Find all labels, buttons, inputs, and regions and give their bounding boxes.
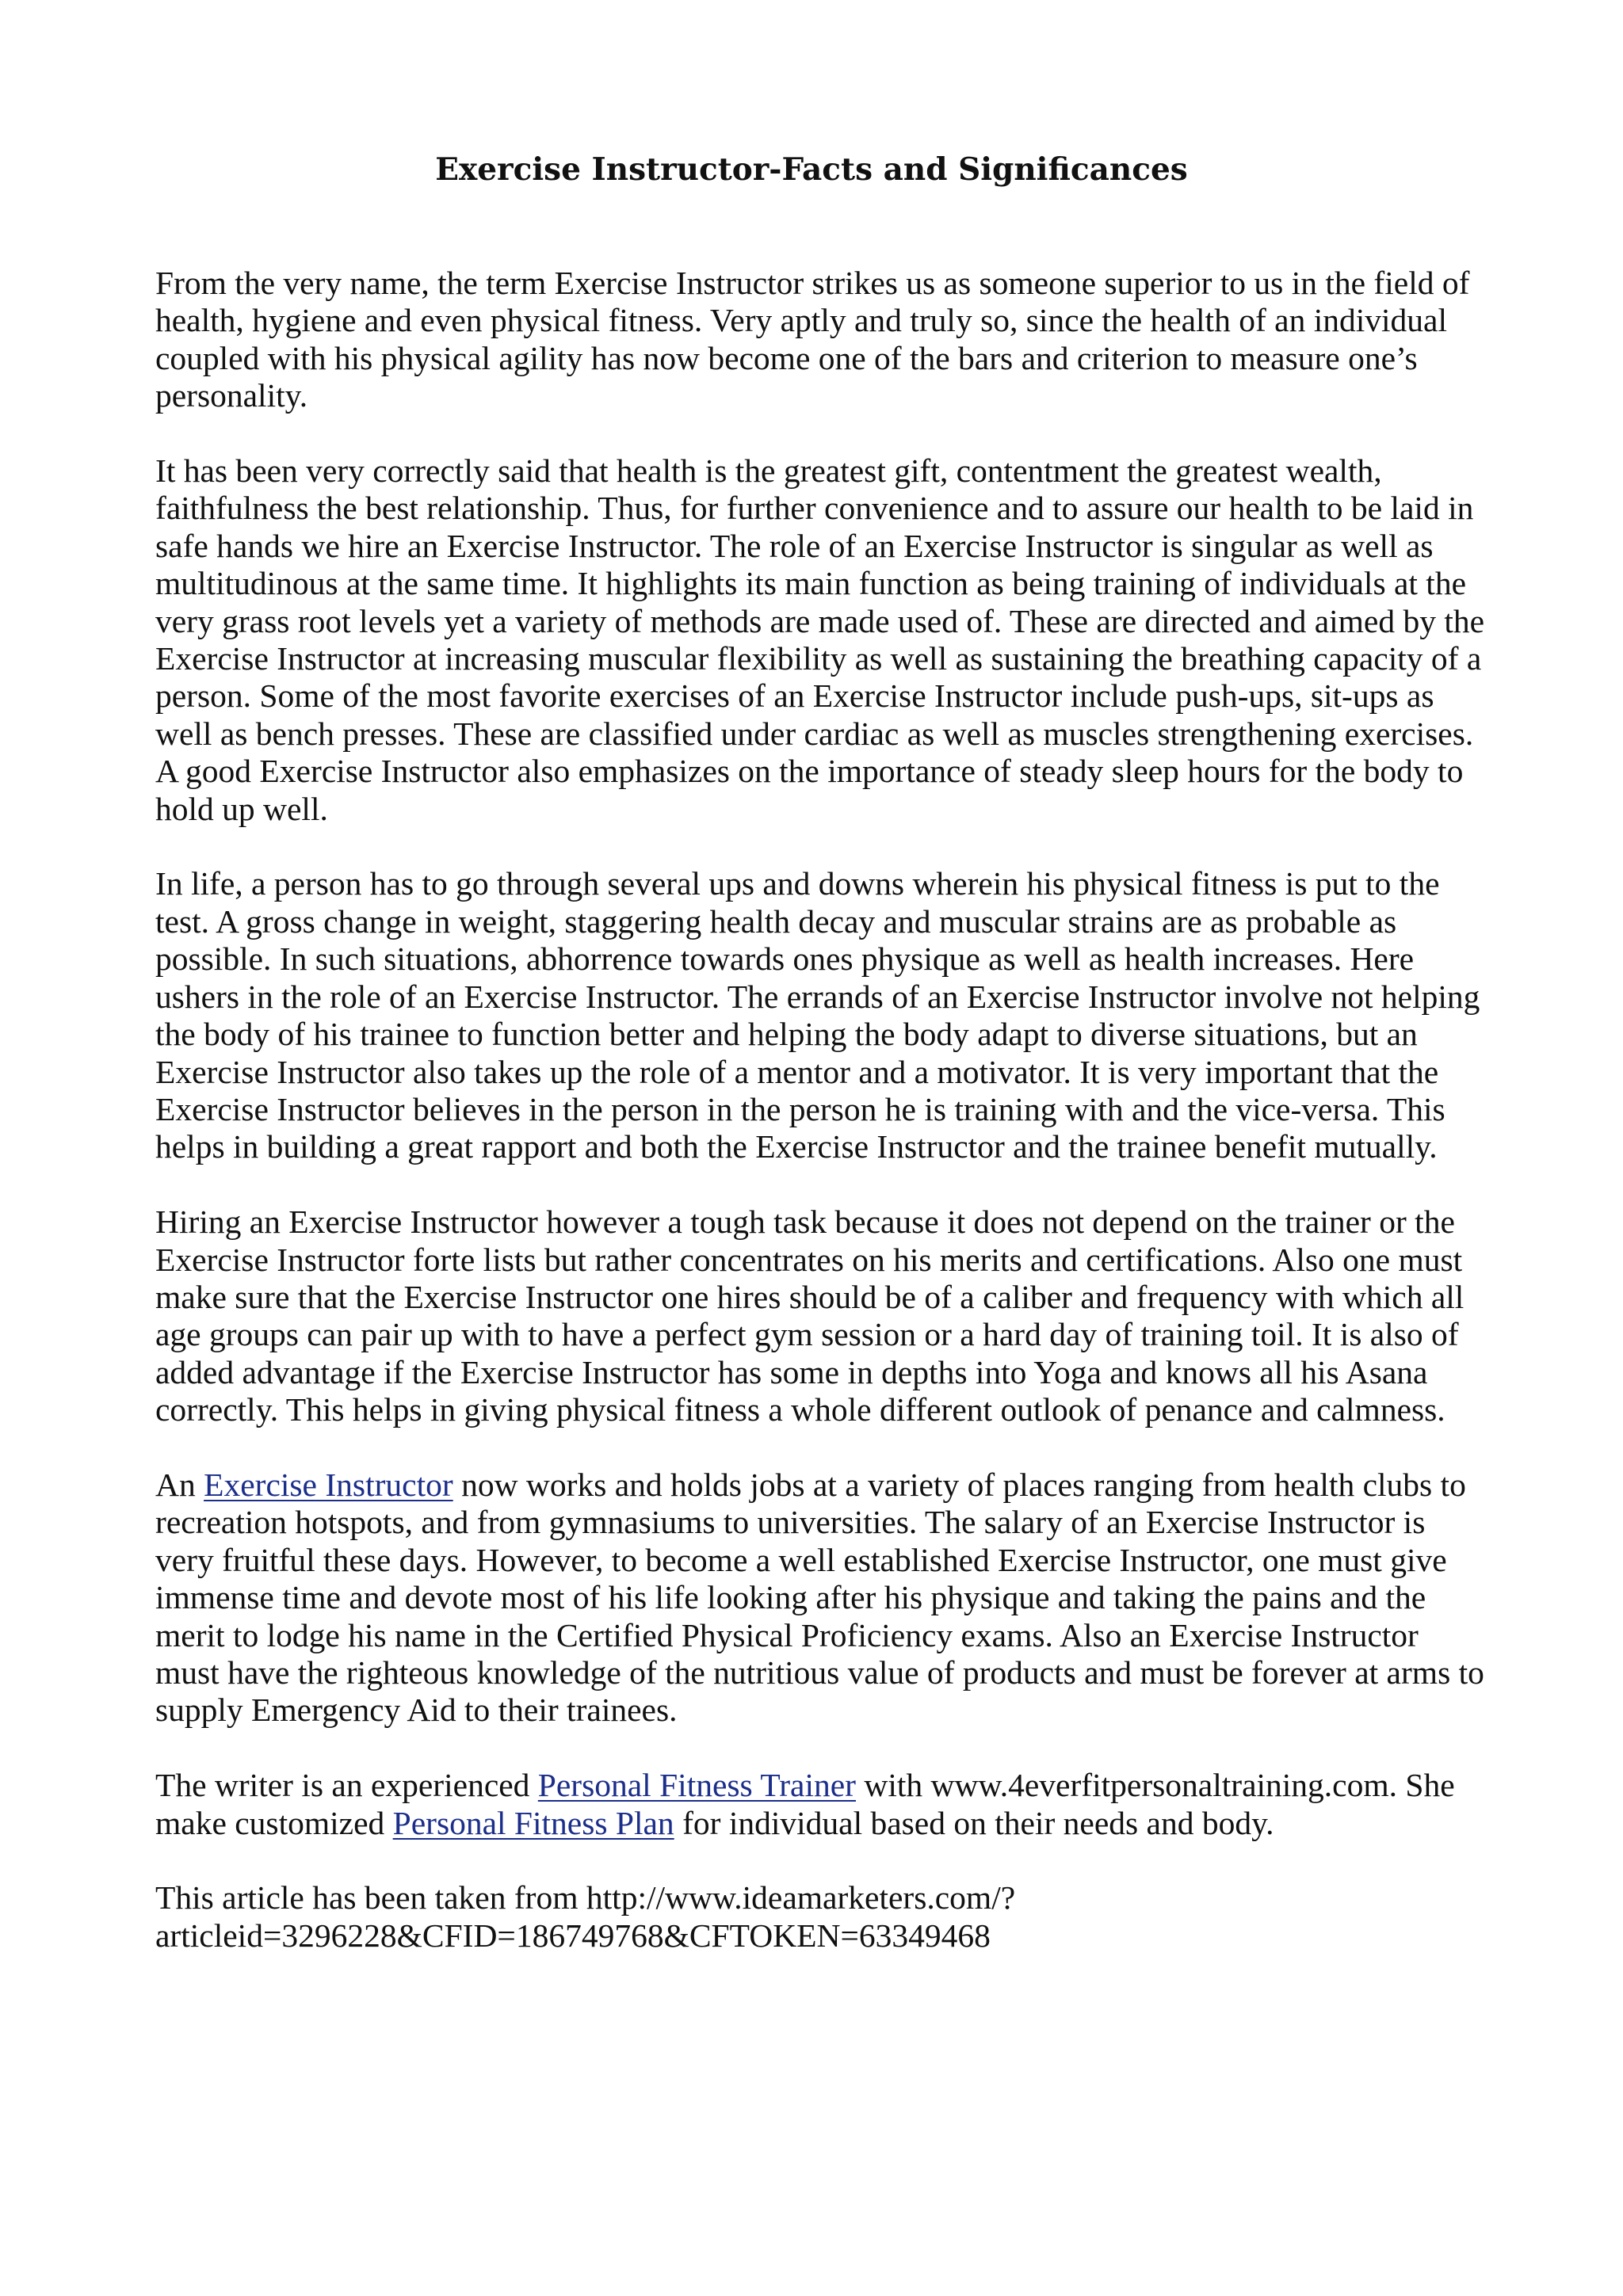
paragraph-6-text-middle: with www.4everfitpersonaltraining.com. She make customized: [155, 1767, 1455, 1841]
paragraph-2: It has been very correctly said that health is the greatest gift, contentment the greatest wealth, faithfulness the best relationship. Thus, for further convenience and to assure our health to be laid in safe hands we hire an Exercise Instructor. The role of an Exercise Instructor is singular as well as multitudinous at the same time. It highlights its main function as being training of individuals at the very grass root levels yet a variety of methods are made used of. These are directed and aimed by the Exercise Instructor at increasing muscular flexibility as well as sustaining the breathing capacity of a person. Some of the most favorite exercises of an Exercise Instructor include push-ups, sit-ups as well as bench presses. These are classified under cardiac as well as muscles strengthening exercises. A good Exercise Instructor also emphasizes on the importance of steady sleep hours for the body to hold up well.: [155, 452, 1485, 827]
paragraph-4: Hiring an Exercise Instructor however a tough task because it does not depend on the trainer or the Exercise Instructor forte lists but rather concentrates on his merits and certifications. Also one must make sure that the Exercise Instructor one hires should be of a caliber and frequency with which all age groups can pair up with to have a perfect gym session or a hard day of training toil. It is also of added advantage if the Exercise Instructor has some in depths into Yoga and knows all his Asana correctly. This helps in giving physical fitness a whole different outlook of penance and calmness.: [155, 1203, 1465, 1428]
paragraph-5-text-after: now works and holds jobs at a variety of places ranging from health clubs to recreation hotspots, and from gymnasiums to universities. The salary of an Exercise Instructor is very fruitful these days. However, to become a well established Exercise Instructor, one must give immense time and devote most of his life looking after his physique and taking the pains and the merit to lodge his name in the Certified Physical Proficiency exams. Also an Exercise Instructor must have the righteous knowledge of the nutritious value of products and must be forever at arms to supply Emergency Aid to their trainees.: [155, 1466, 1484, 1729]
paragraph-1: From the very name, the term Exercise Instructor strikes us as someone superior to us in the field of health, hygiene and even physical fitness. Very aptly and truly so, since the health of an individual coupled with his physical agility has now become one of the bars and criterion to measure one’s personality.: [155, 265, 1470, 414]
personal-fitness-trainer-link[interactable]: Personal Fitness Trainer: [537, 1767, 856, 1804]
paragraph-5-text-before: An: [155, 1466, 204, 1503]
paragraph-7: [155, 1879, 1487, 1955]
exercise-instructor-link[interactable]: Exercise Instructor: [204, 1466, 453, 1503]
paragraph-6-text-after: for individual based on their needs and body.: [674, 1804, 1274, 1841]
paragraph-6-text-before: The writer is an experienced: [155, 1767, 538, 1804]
page-title: Exercise Instructor-Facts and Significances: [435, 151, 1188, 188]
source-line-1: This article has been taken from http://www.ideamarketers.com/?: [155, 1879, 1016, 1917]
paragraph-6: [155, 1767, 1487, 1842]
paragraph-5: [155, 1466, 1487, 1730]
paragraph-3: In life, a person has to go through several ups and downs wherein his physical fitness is put to the test. A gross change in weight, staggering health decay and muscular strains are as probable as possible. In such situations, abhorrence towards ones physique as well as health increases. Here ushers in the role of an Exercise Instructor. The errands of an Exercise Instructor involve not helping the body of his trainee to function better and helping the body adapt to diverse situations, but an Exercise Instructor also takes up the role of a mentor and a motivator. It is very important that the Exercise Instructor believes in the person in the person he is training with and the vice-versa. This helps in building a great rapport and both the Exercise Instructor and the trainee benefit mutually.: [155, 865, 1480, 1165]
source-line-2: articleid=3296228&CFID=186749768&CFTOKEN=63349468: [155, 1917, 991, 1954]
article-body: [155, 265, 1487, 1993]
personal-fitness-plan-link[interactable]: Personal Fitness Plan: [392, 1804, 674, 1841]
